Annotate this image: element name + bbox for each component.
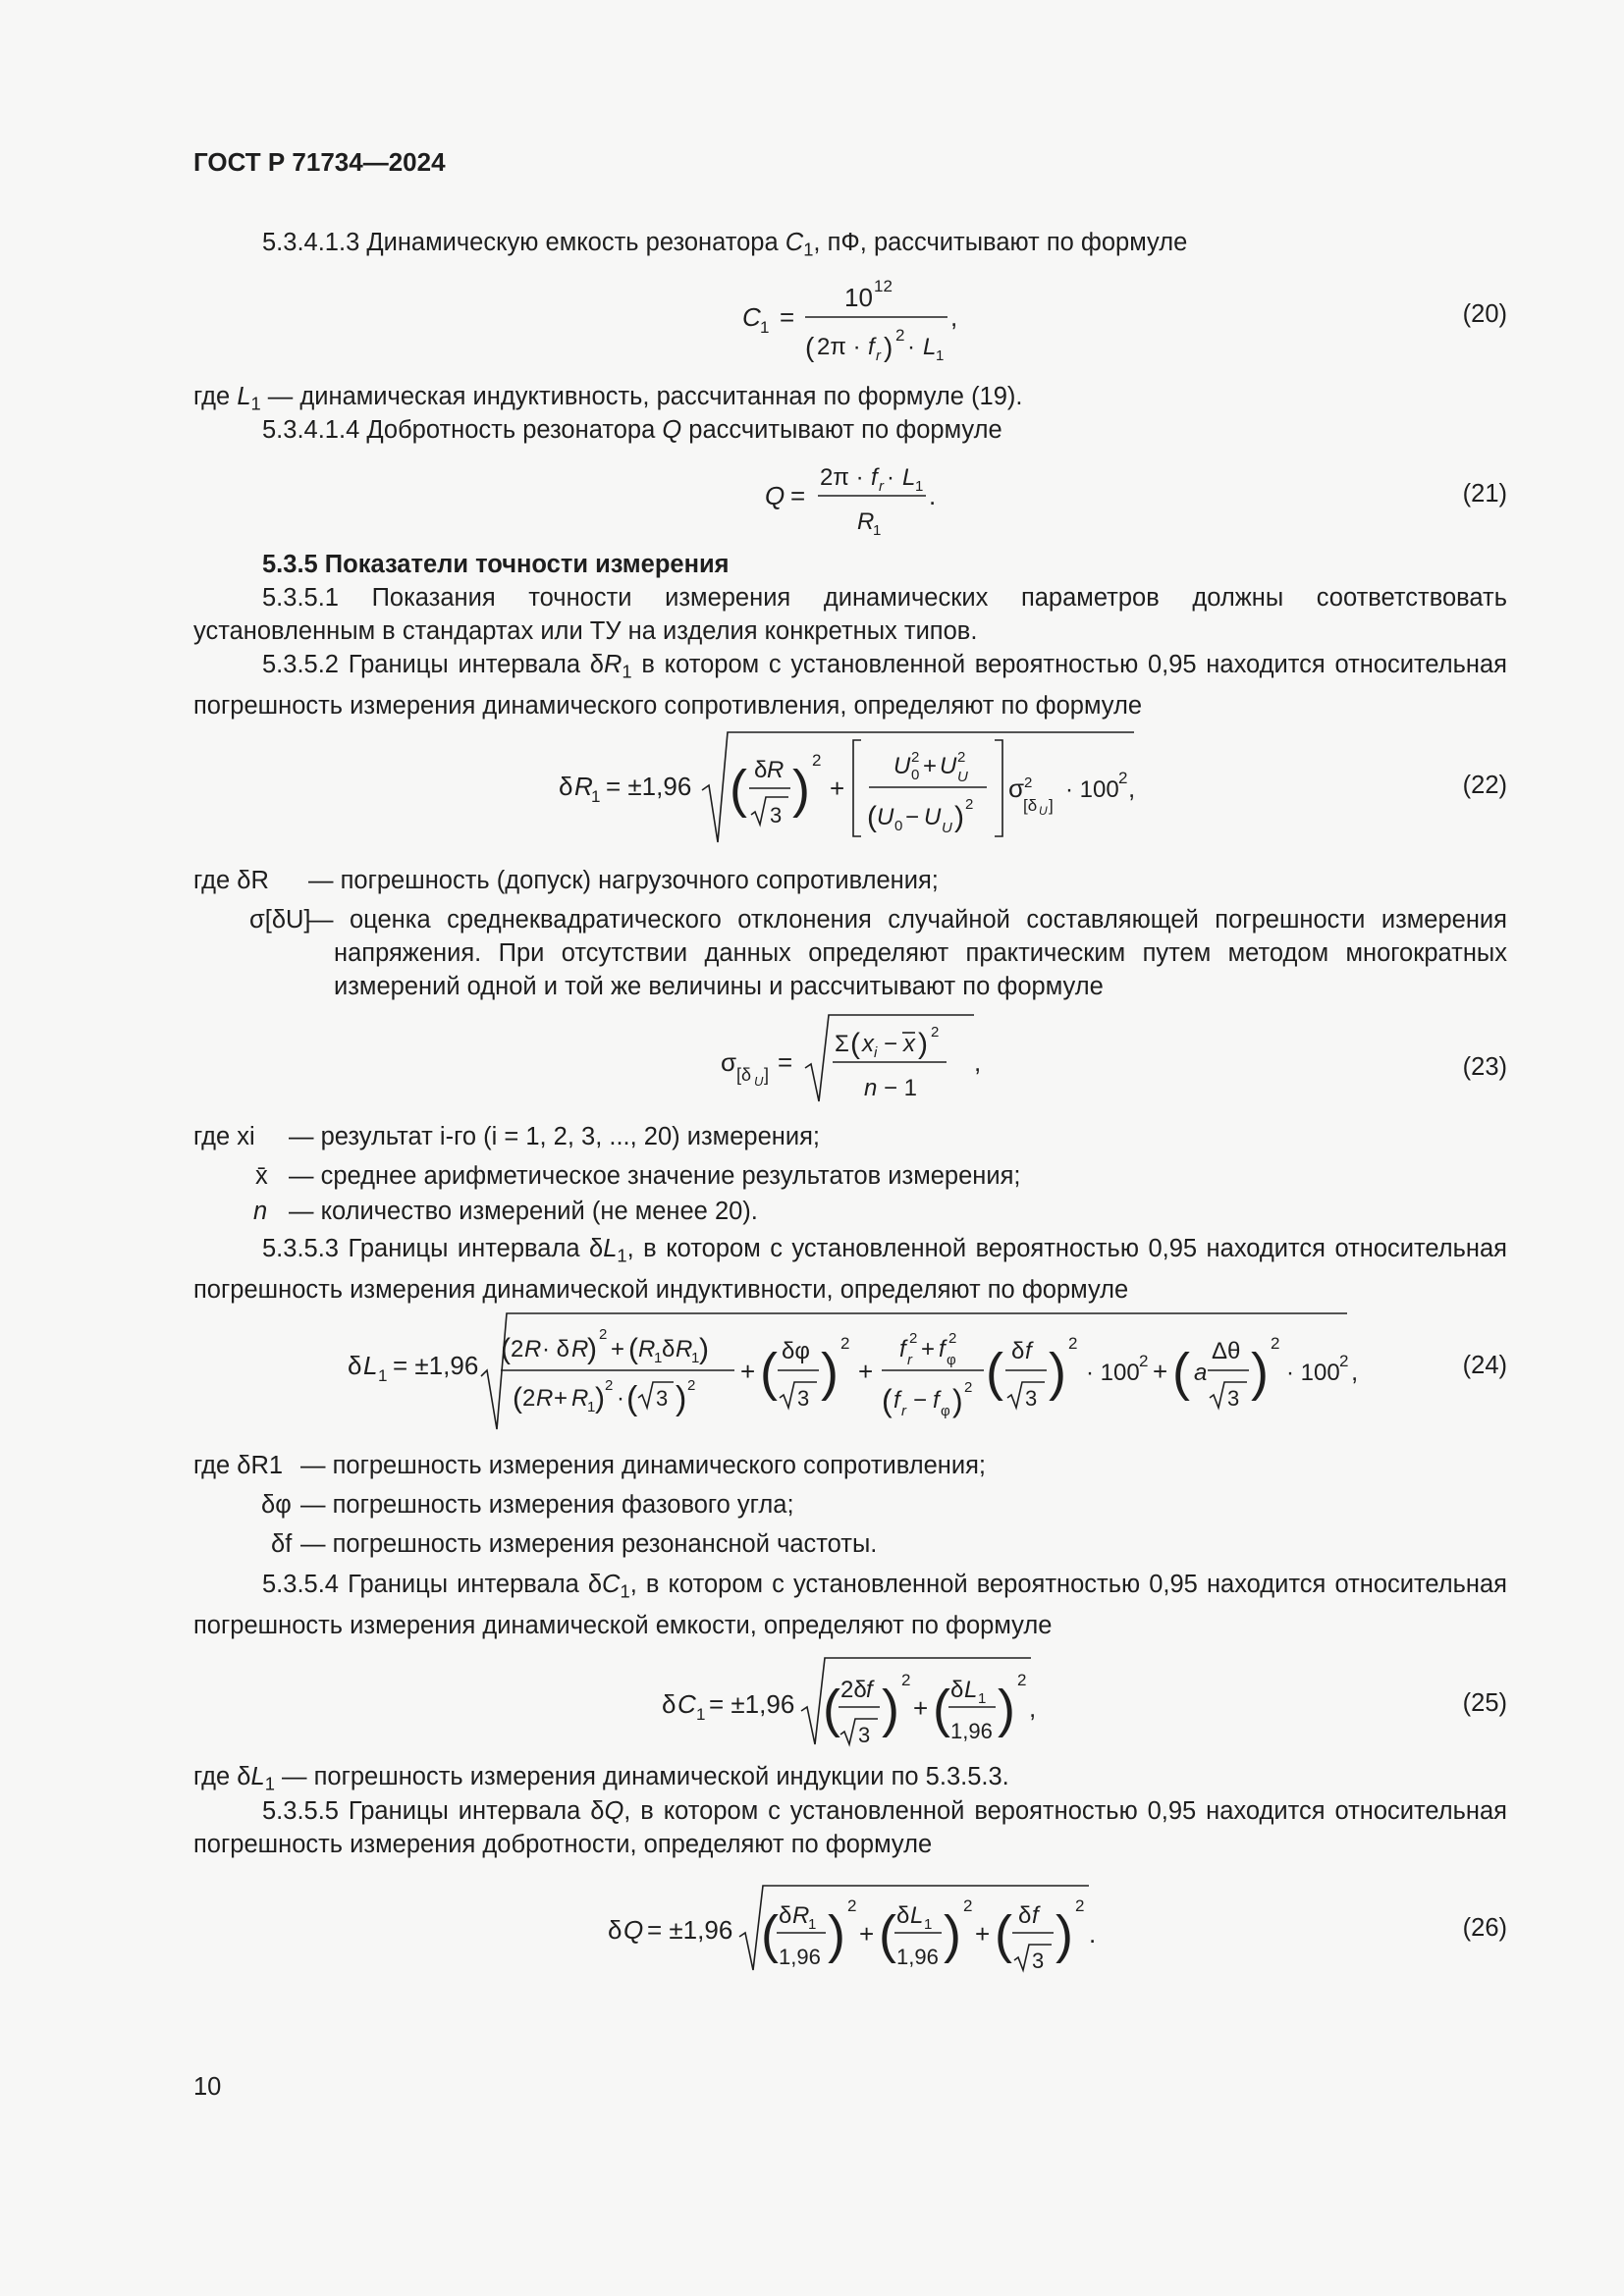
equation-number-25: (25) (1462, 1689, 1507, 1717)
svg-text:δ: δ (950, 1677, 964, 1703)
svg-text:(: ( (730, 760, 747, 819)
paragraph-5-3-5-3: 5.3.5.3 Границы интервала $\delta L_1$, в котором с установленной вероятностью 0,95 находится относительная погрешность измерения динамической индуктивности, определяют по формуле (193, 1235, 1507, 1304)
svg-text:· δ: · δ (542, 1336, 570, 1362)
svg-text:L: L (923, 334, 937, 360)
svg-text:= ±1,96: = ±1,96 (606, 772, 692, 801)
where-block-20: где $L_1$ — динамическая индуктивность, рассчитанная по формуле (19). (193, 383, 1023, 414)
svg-text:=: = (780, 302, 795, 332)
svg-text:1: 1 (587, 1399, 596, 1415)
svg-text:(: ( (879, 1905, 896, 1964)
svg-text:]: ] (764, 1065, 770, 1085)
svg-text:Δθ: Δθ (1212, 1338, 1241, 1364)
svg-text:=: = (790, 481, 806, 510)
svg-text:2: 2 (957, 749, 966, 766)
svg-text:r: r (879, 478, 884, 495)
paragraph-5-3-5-1: 5.3.5.1 Показания точности измерения динамических параметров должны соответствовать установленным в стандартах или ТУ на изделия конкретных типов. (193, 584, 1507, 645)
svg-text:(: ( (761, 1905, 779, 1964)
svg-text:(: ( (933, 1680, 950, 1738)
svg-text:10: 10 (844, 283, 873, 312)
formula-22 (555, 726, 1164, 854)
equation-number-20: (20) (1462, 300, 1507, 328)
page-header: ГОСТ Р 71734—2024 (193, 147, 446, 177)
svg-text:1: 1 (378, 1366, 388, 1385)
svg-text:): ) (587, 1333, 597, 1365)
svg-text:0: 0 (894, 818, 903, 834)
svg-text:+: + (554, 1385, 568, 1412)
svg-text:L: L (964, 1677, 978, 1703)
svg-text:2π ·: 2π · (817, 334, 861, 360)
svg-text:U: U (1039, 804, 1048, 818)
svg-text:U: U (924, 804, 942, 830)
svg-text:1,96: 1,96 (950, 1719, 993, 1743)
svg-text:U: U (940, 753, 957, 779)
svg-text:2: 2 (605, 1377, 614, 1394)
svg-text:φ: φ (947, 1352, 956, 1368)
formula-20 (736, 270, 992, 368)
svg-text:,: , (1351, 1357, 1359, 1386)
svg-text:f: f (866, 1677, 873, 1703)
svg-text:1: 1 (808, 1916, 817, 1933)
svg-text:R: R (676, 1336, 693, 1362)
svg-text:C: C (677, 1689, 696, 1719)
svg-text:2: 2 (895, 326, 905, 345)
svg-text:3: 3 (1025, 1386, 1038, 1411)
svg-text:Q: Q (623, 1915, 644, 1945)
svg-text:[δ: [δ (736, 1065, 752, 1085)
svg-text:.: . (929, 481, 937, 510)
svg-text:]: ] (1049, 796, 1054, 815)
svg-text:+: + (975, 1919, 991, 1949)
svg-text:f: f (1032, 1902, 1039, 1929)
formula-25 (658, 1652, 1051, 1750)
svg-text:(: ( (867, 801, 877, 833)
svg-text:3: 3 (770, 803, 783, 828)
svg-text:L: L (910, 1902, 924, 1929)
svg-text:): ) (821, 1343, 839, 1402)
svg-text:): ) (918, 1028, 928, 1060)
where-24-item-3: — погрешность измерения резонансной частоты. (300, 1530, 878, 1558)
svg-text:2: 2 (901, 1671, 911, 1689)
svg-text:2: 2 (911, 749, 920, 766)
svg-text:· 100: · 100 (1065, 776, 1119, 803)
svg-text:R: R (857, 508, 875, 535)
svg-text:L: L (902, 464, 916, 491)
svg-text:1: 1 (691, 1350, 700, 1366)
svg-text:+: + (921, 1336, 936, 1362)
page-number: 10 (193, 2073, 222, 2101)
svg-text:−: − (905, 804, 920, 830)
svg-text:2: 2 (964, 1379, 973, 1396)
svg-text:f: f (1025, 1338, 1032, 1364)
where-24-item-1: — погрешность измерения динамического сопротивления; (300, 1452, 987, 1479)
svg-text:,: , (974, 1047, 982, 1077)
svg-text:σ: σ (721, 1047, 737, 1077)
where-22-lead: где δR (193, 867, 269, 894)
svg-text:2δ: 2δ (840, 1677, 867, 1703)
where-24-item-2: — погрешность измерения фазового угла; (300, 1491, 794, 1519)
svg-text:f: f (899, 1336, 906, 1362)
svg-text:C: C (742, 302, 761, 332)
svg-text:x: x (903, 1031, 915, 1057)
svg-text:φ: φ (941, 1403, 950, 1419)
svg-text:2: 2 (1118, 769, 1128, 787)
svg-text:): ) (1251, 1343, 1269, 1402)
svg-text:1,96: 1,96 (896, 1945, 939, 1969)
svg-text:): ) (676, 1380, 687, 1417)
svg-text:(: ( (513, 1382, 522, 1415)
svg-text:1: 1 (936, 347, 945, 364)
svg-text:f: f (871, 464, 878, 491)
svg-text:δ: δ (348, 1351, 362, 1380)
svg-text:δ: δ (608, 1915, 623, 1945)
svg-text:R: R (571, 1385, 589, 1412)
equation-number-21: (21) (1462, 480, 1507, 507)
svg-text:U: U (754, 1074, 764, 1089)
svg-text:=: = (778, 1047, 793, 1077)
svg-text:R: R (536, 1385, 554, 1412)
svg-text:): ) (882, 1680, 899, 1738)
svg-text:f: f (933, 1387, 940, 1414)
svg-text:δ: δ (896, 1902, 910, 1929)
svg-text:1: 1 (591, 787, 601, 806)
svg-text:= ±1,96: = ±1,96 (393, 1351, 479, 1380)
svg-text:R: R (767, 757, 785, 783)
svg-text:−: − (884, 1031, 898, 1057)
svg-text:δ: δ (779, 1902, 792, 1929)
formula-21 (761, 450, 957, 543)
svg-text:(: ( (850, 1028, 860, 1060)
svg-text:): ) (595, 1382, 605, 1415)
svg-text:2: 2 (931, 1024, 940, 1041)
svg-text:2: 2 (963, 1896, 973, 1915)
svg-text:(: ( (628, 1333, 638, 1365)
svg-text:2: 2 (511, 1336, 524, 1362)
svg-text:−: − (913, 1387, 928, 1414)
svg-text:2: 2 (965, 796, 974, 813)
paragraph-5-3-5-5: 5.3.5.5 Границы интервала δQ, в котором с установленной вероятностью 0,95 находится относительная погрешность измерения добротности, определяют по формуле (193, 1797, 1507, 1858)
svg-text:δ: δ (1018, 1902, 1032, 1929)
svg-text:): ) (828, 1905, 845, 1964)
svg-text:2: 2 (599, 1326, 608, 1343)
svg-text:2: 2 (1271, 1334, 1280, 1353)
svg-text:(: ( (805, 332, 815, 362)
svg-text:U: U (893, 753, 911, 779)
paragraph-5-3-4-1-4: 5.3.4.1.4 Добротность резонатора Q рассчитывают по формуле (262, 416, 1002, 444)
svg-text:+: + (1153, 1357, 1168, 1386)
heading-5-3-5: 5.3.5 Показатели точности измерения (262, 551, 730, 578)
svg-text:): ) (1049, 1343, 1066, 1402)
svg-text:+: + (923, 753, 938, 779)
svg-text:r: r (876, 347, 881, 364)
svg-text:(: ( (501, 1333, 511, 1365)
svg-text:): ) (884, 332, 893, 362)
paragraph-5-3-4-1-3: 5.3.4.1.3 Динамическую емкость резонатора $C_1$, пФ, рассчитывают по формуле (262, 229, 1188, 260)
svg-text:Σ: Σ (835, 1031, 849, 1057)
svg-text:+: + (859, 1919, 875, 1949)
svg-text:R: R (571, 1336, 589, 1362)
svg-text:[δ: [δ (1023, 796, 1038, 815)
where-block-25: где $\delta L_1$ — погрешность измерения динамической индукции по 5.3.5.3. (193, 1763, 1009, 1794)
svg-text:2: 2 (687, 1377, 696, 1394)
svg-text:1: 1 (873, 522, 882, 539)
svg-text:1,96: 1,96 (779, 1945, 821, 1969)
svg-text:): ) (1056, 1905, 1073, 1964)
where-23-item-1: — результат i-го (i = 1, 2, 3, ..., 20) измерения; (289, 1123, 820, 1150)
where-23-lead-1: где xi (193, 1123, 255, 1150)
svg-text:1: 1 (696, 1705, 706, 1724)
svg-text:2: 2 (1139, 1352, 1149, 1370)
svg-text:2: 2 (909, 1330, 918, 1347)
svg-text:(: ( (986, 1343, 1003, 1402)
svg-text:r: r (901, 1403, 906, 1419)
svg-text:f: f (893, 1387, 900, 1414)
svg-text:2: 2 (948, 1330, 957, 1347)
svg-text:· 100: · 100 (1286, 1360, 1340, 1386)
svg-text:1: 1 (924, 1916, 933, 1933)
svg-text:= ±1,96: = ±1,96 (647, 1915, 733, 1945)
svg-text:R: R (638, 1336, 656, 1362)
svg-text:(: ( (882, 1383, 893, 1418)
where-23-item-2: — среднее арифметическое значение результатов измерения; (289, 1162, 1021, 1190)
svg-text:− 1: − 1 (884, 1075, 918, 1101)
svg-text:δ: δ (754, 757, 768, 783)
svg-text:+: + (830, 774, 845, 803)
equation-number-26: (26) (1462, 1914, 1507, 1942)
svg-text:σ: σ (1008, 774, 1025, 803)
svg-text:(: ( (995, 1905, 1012, 1964)
where-23-item-3: — количество измерений (не менее 20). (289, 1198, 758, 1225)
svg-text:): ) (944, 1905, 961, 1964)
svg-text:f: f (868, 334, 875, 360)
svg-text:·: · (907, 334, 915, 360)
svg-text:1: 1 (978, 1690, 987, 1707)
svg-text:r: r (907, 1352, 912, 1368)
svg-text:3: 3 (1032, 1949, 1045, 1973)
svg-text:3: 3 (656, 1386, 669, 1411)
svg-text:,: , (950, 302, 958, 332)
svg-text:2: 2 (847, 1896, 857, 1915)
svg-text:2: 2 (840, 1334, 850, 1353)
svg-text:U: U (942, 820, 952, 836)
svg-text:2: 2 (1024, 774, 1033, 791)
svg-text:(: ( (1172, 1343, 1190, 1402)
svg-text:): ) (998, 1680, 1015, 1738)
svg-text:1: 1 (654, 1350, 663, 1366)
equation-number-23: (23) (1462, 1053, 1507, 1081)
svg-text:.: . (1089, 1919, 1097, 1949)
svg-text:δ: δ (1011, 1338, 1025, 1364)
svg-text:(: ( (626, 1380, 638, 1417)
svg-text:1: 1 (915, 478, 924, 495)
svg-text:2: 2 (1075, 1896, 1085, 1915)
svg-text:): ) (954, 801, 964, 833)
svg-text:f: f (939, 1336, 946, 1362)
svg-text:2: 2 (1339, 1352, 1349, 1370)
svg-text:U: U (877, 804, 894, 830)
svg-text:2π ·: 2π · (820, 464, 864, 491)
svg-text:U: U (957, 769, 968, 785)
svg-text:+: + (611, 1336, 625, 1362)
svg-text:12: 12 (874, 277, 893, 295)
svg-text:(: ( (760, 1343, 778, 1402)
svg-text:3: 3 (1227, 1386, 1240, 1411)
svg-text:): ) (792, 760, 810, 819)
svg-text:δ: δ (662, 1336, 676, 1362)
svg-text:R: R (574, 772, 593, 801)
svg-text:): ) (699, 1333, 709, 1365)
svg-text:1: 1 (760, 318, 770, 337)
where-24-lead-3: δf (271, 1530, 293, 1558)
svg-text:+: + (740, 1357, 756, 1386)
formula-23 (717, 1009, 992, 1107)
svg-text:,: , (1128, 774, 1136, 803)
svg-text:x: x (862, 1031, 874, 1057)
svg-text:δ: δ (559, 772, 573, 801)
svg-text:2: 2 (1068, 1334, 1078, 1353)
svg-text:2: 2 (1017, 1671, 1027, 1689)
svg-text:·: · (617, 1385, 624, 1412)
where-22-item-2: — оценка среднеквадратического отклонения случайной составляющей погрешности измерения напряжения. При отсутствии данных определяют практическим путем методом многократных измерений одной и той же величины и рассчитывают по формуле (308, 906, 1507, 1000)
formula-24 (344, 1308, 1365, 1435)
paragraph-5-3-5-2: 5.3.5.2 Границы интервала $\delta R_1$ в котором с установленной вероятностью 0,95 находится относительная погрешность измерения динамического сопротивления, определяют по формуле (193, 651, 1507, 720)
svg-text:R: R (524, 1336, 542, 1362)
where-24-lead-1: где δR1 (193, 1452, 284, 1479)
equation-number-22: (22) (1462, 772, 1507, 799)
svg-text:Q: Q (765, 481, 785, 510)
svg-text:·: · (887, 464, 894, 491)
where-24-lead-2: δφ (261, 1491, 292, 1519)
where-22-item-1: — погрешность (допуск) нагрузочного сопротивления; (308, 867, 939, 894)
svg-text:n: n (864, 1075, 878, 1101)
svg-text:,: , (1029, 1693, 1037, 1723)
svg-text:i: i (874, 1044, 878, 1061)
svg-text:0: 0 (911, 767, 920, 783)
svg-text:δφ: δφ (782, 1338, 810, 1364)
svg-text:· 100: · 100 (1086, 1360, 1140, 1386)
svg-text:= ±1,96: = ±1,96 (709, 1689, 795, 1719)
svg-text:+: + (858, 1357, 874, 1386)
where-23-lead-3: n (253, 1198, 268, 1225)
svg-text:3: 3 (797, 1386, 810, 1411)
formula-26 (604, 1880, 1114, 1978)
svg-text:(: ( (823, 1680, 840, 1738)
svg-text:): ) (952, 1383, 963, 1418)
svg-text:δ: δ (662, 1689, 677, 1719)
svg-text:R: R (792, 1902, 810, 1929)
svg-text:3: 3 (858, 1723, 871, 1747)
svg-text:L: L (363, 1351, 378, 1380)
paragraph-5-3-5-4: 5.3.5.4 Границы интервала $\delta C_1$, в котором с установленной вероятностью 0,95 находится относительная погрешность измерения динамической емкости, определяют по формуле (193, 1571, 1507, 1639)
svg-text:2: 2 (812, 751, 822, 770)
svg-text:a: a (1194, 1360, 1208, 1386)
where-22-sigma: σ[δU] (249, 906, 311, 934)
svg-text:+: + (913, 1693, 929, 1723)
equation-number-24: (24) (1462, 1352, 1507, 1379)
where-23-lead-2: x̄ (255, 1162, 268, 1190)
svg-text:2: 2 (522, 1385, 536, 1412)
